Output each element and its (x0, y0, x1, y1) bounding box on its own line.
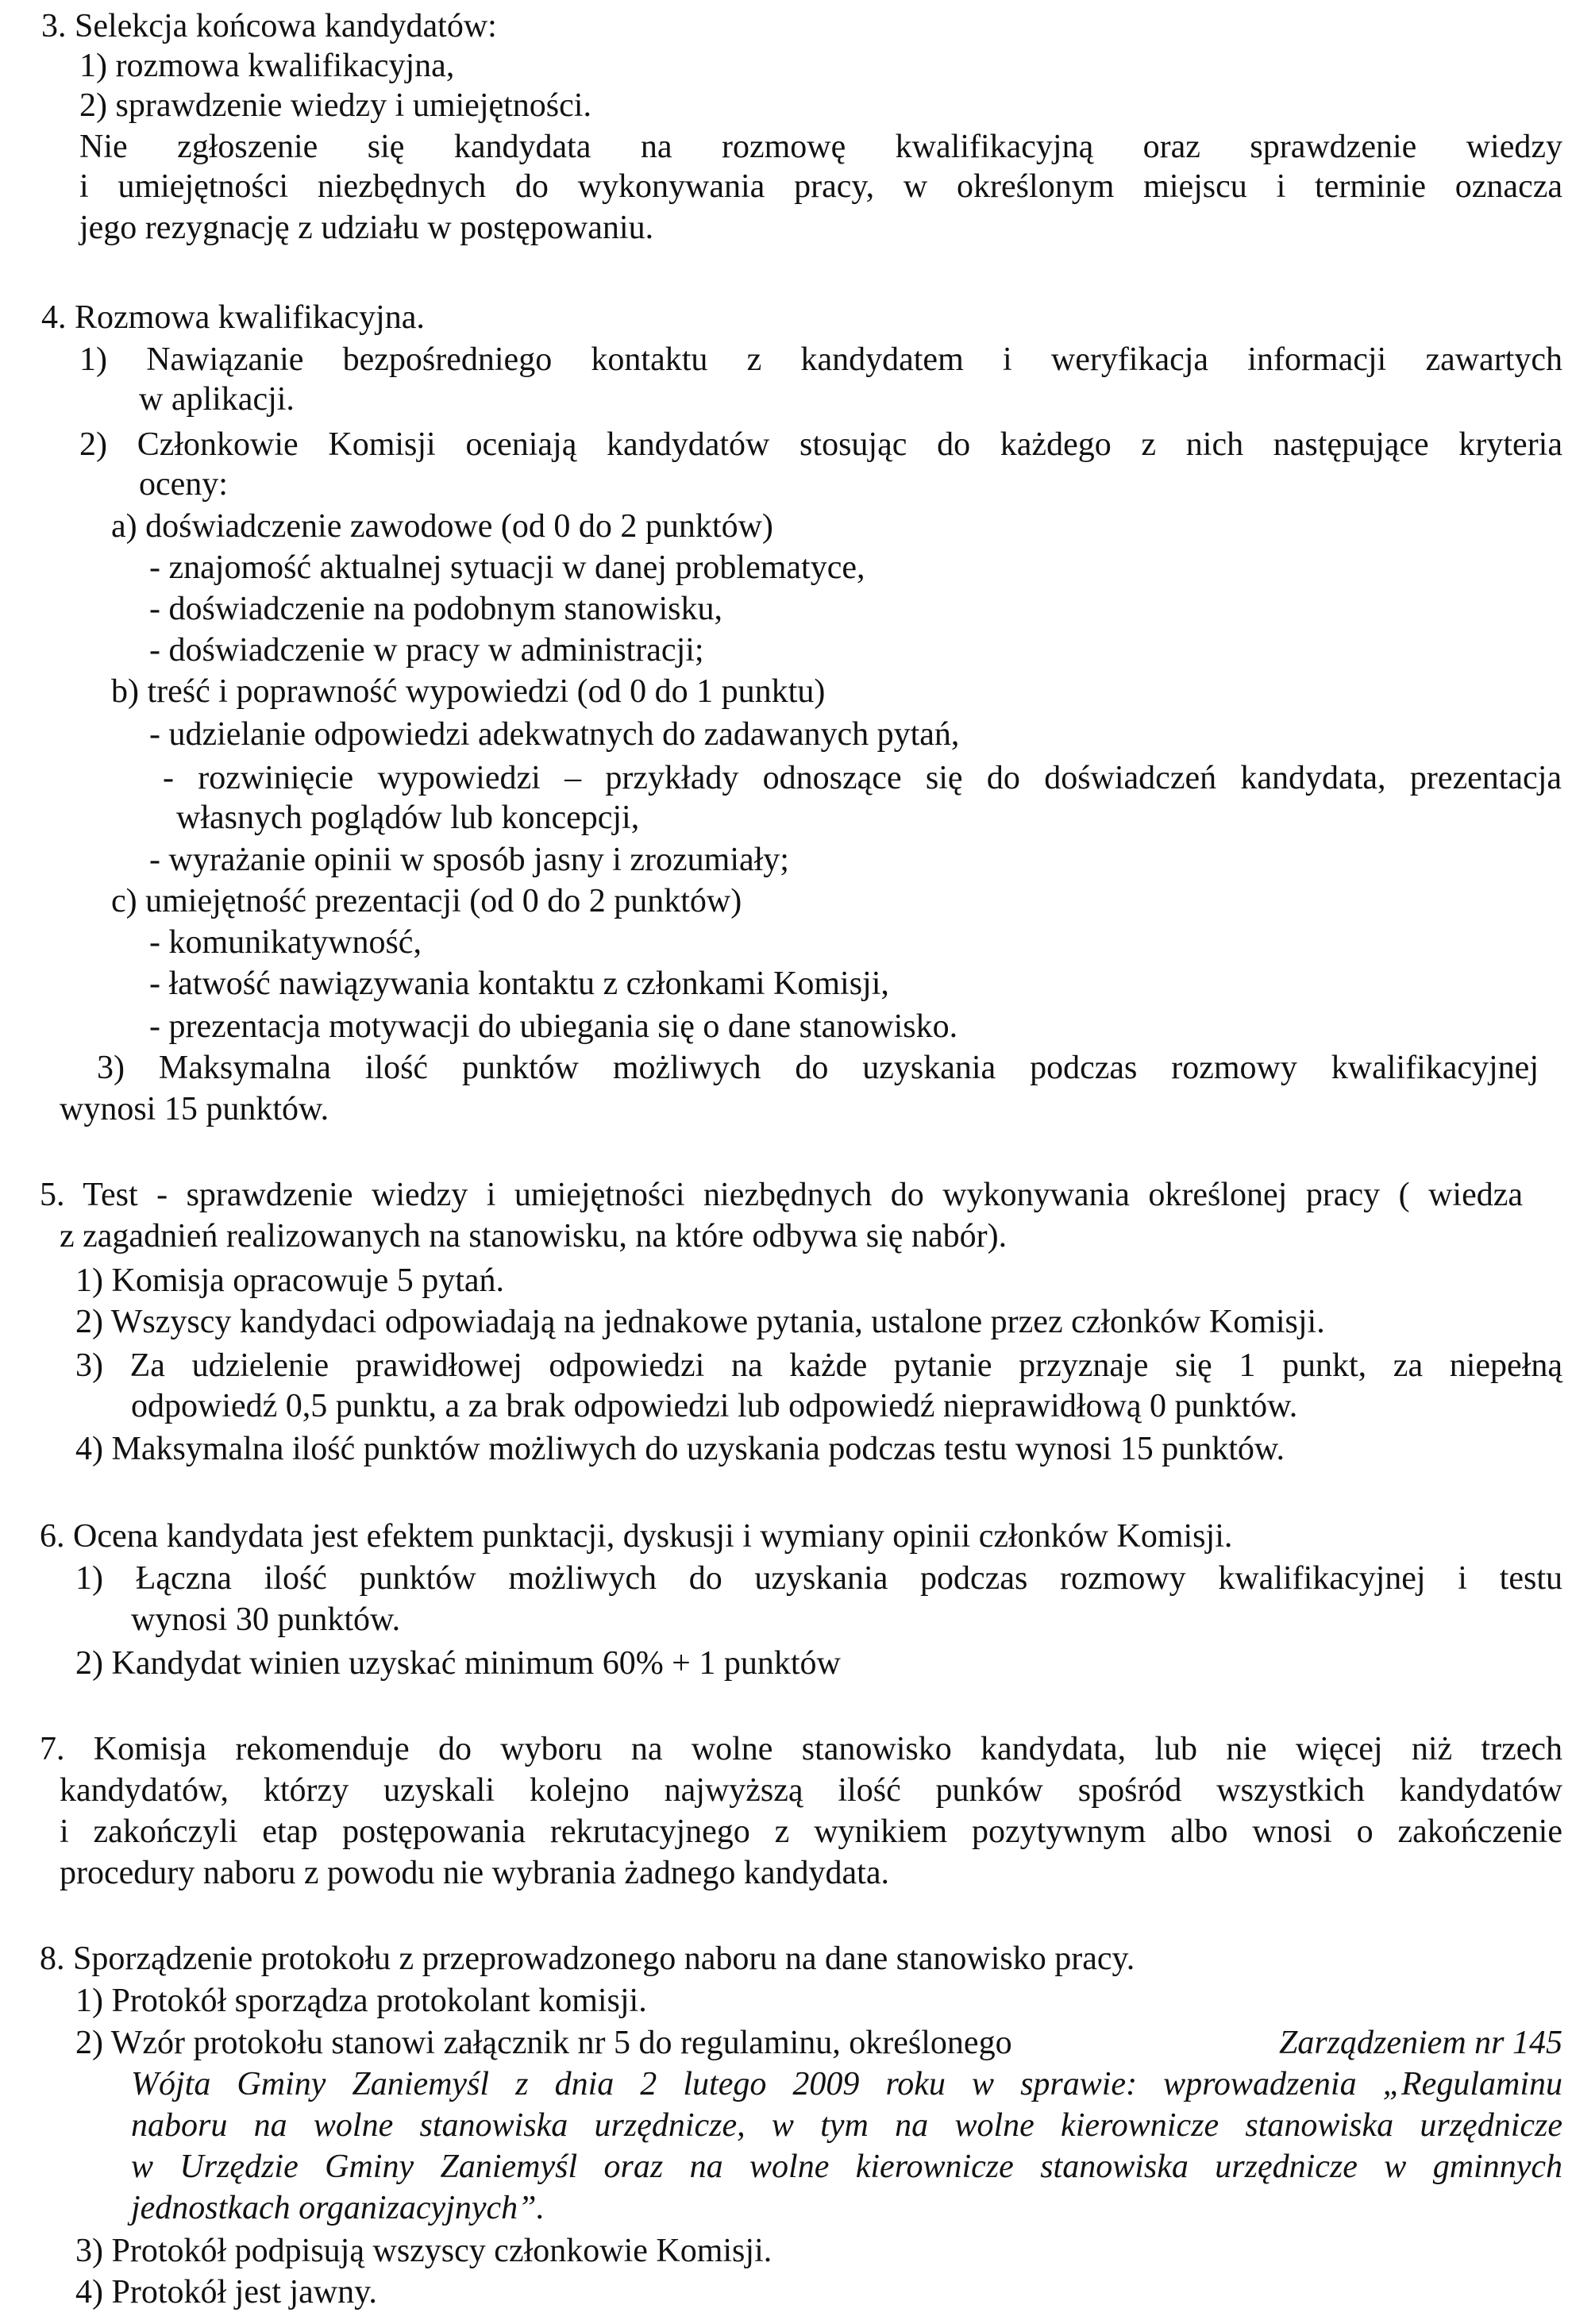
criterion-c-point: - prezentacja motywacji do ubiegania się o dane stanowisko. (149, 1008, 958, 1045)
criterion-a-point: - znajomość aktualnej sytuacji w danej problematyce, (149, 549, 865, 586)
criterion-a-point: - doświadczenie na podobnym stanowisku, (149, 591, 723, 627)
section-8-item-1: 1) Protokół sporządza protokolant komisji. (75, 1983, 647, 2019)
section-5-heading-cont: z zagadnień realizowanych na stanowisku, na które odbywa się nabór). (60, 1218, 1008, 1254)
section-5-item-3: 3) Za udzielenie prawidłowej odpowiedzi na każde pytanie przyznaje się 1 punkt, za niepełną (75, 1347, 1562, 1384)
criterion-c: c) umiejętność prezentacji (od 0 do 2 punktów) (111, 883, 742, 919)
criterion-c-point: - komunikatywność, (149, 924, 422, 961)
section-3-heading: 3. Selekcja końcowa kandydatów: (41, 8, 497, 44)
section-4-item-3: 3) Maksymalna ilość punktów możliwych do uzyskania podczas rozmowy kwalifikacyjnej (97, 1050, 1539, 1086)
section-4-item-1-cont: w aplikacji. (139, 381, 295, 418)
section-8-item-4: 4) Protokół jest jawny. (75, 2274, 377, 2311)
section-6-item-1-cont: wynosi 30 punktów. (131, 1601, 401, 1638)
criterion-c-point: - łatwość nawiązywania kontaktu z członkami Komisji, (149, 965, 889, 1002)
section-4-item-2: 2) Członkowie Komisji oceniają kandydatów stosując do każdego z nich następujące kryteria (79, 426, 1562, 463)
section-8-item-2 (75, 2023, 1562, 2063)
section-5-item-3-cont: odpowiedź 0,5 punktu, a za brak odpowiedzi lub odpowiedź nieprawidłową 0 punktów. (131, 1388, 1298, 1424)
section-6-item-1: 1) Łączna ilość punktów możliwych do uzyskania podczas rozmowy kwalifikacyjnej i testu (75, 1560, 1562, 1597)
regulation-title-line: w Urzędzie Gminy Zaniemyśl oraz na wolne kierownicze stanowiska urzędnicze w gminnych (131, 2149, 1562, 2185)
regulation-title-line: Wójta Gminy Zaniemyśl z dnia 2 lutego 2009 roku w sprawie: wprowadzenia „Regulaminu (131, 2066, 1562, 2102)
section-3-paragraph-line: i umiejętności niezbędnych do wykonywania pracy, w określonym miejscu i terminie oznacza (79, 168, 1562, 205)
section-3-paragraph-line: Nie zgłoszenie się kandydata na rozmowę kwalifikacyjną oraz sprawdzenie wiedzy (79, 129, 1562, 165)
criterion-a: a) doświadczenie zawodowe (od 0 do 2 punktów) (111, 508, 773, 545)
section-8-item-2-text: 2) Wzór protokołu stanowi załącznik nr 5 do regulaminu, określonego (75, 2025, 1012, 2061)
section-7-line: 7. Komisja rekomenduje do wyboru na wolne stanowisko kandydata, lub nie więcej niż trzech (40, 1731, 1562, 1767)
criterion-b-point: - wyrażanie opinii w sposób jasny i zrozumiały; (149, 842, 789, 878)
section-4-item-1: 1) Nawiązanie bezpośredniego kontaktu z kandydatem i weryfikacja informacji zawartych (79, 341, 1562, 378)
section-8-item-2-regulation: Zarządzeniem nr 145 (1278, 2025, 1562, 2061)
criterion-b-point: - udzielanie odpowiedzi adekwatnych do zadawanych pytań, (149, 716, 960, 753)
section-5-item-4: 4) Maksymalna ilość punktów możliwych do uzyskania podczas testu wynosi 15 punktów. (75, 1431, 1285, 1467)
section-7-line: i zakończyli etap postępowania rekrutacyjnego z wynikiem pozytywnym albo wnosi o zakończenie (60, 1813, 1562, 1850)
criterion-b-point: - rozwinięcie wypowiedzi – przykłady odnoszące się do doświadczeń kandydata, prezentacja (163, 760, 1562, 796)
section-4-heading: 4. Rozmowa kwalifikacyjna. (41, 299, 425, 336)
section-3-paragraph-line: jego rezygnację z udziału w postępowaniu. (79, 210, 654, 246)
criterion-b: b) treść i poprawność wypowiedzi (od 0 do 1 punktu) (111, 673, 826, 710)
section-7-line: procedury naboru z powodu nie wybrania żadnego kandydata. (60, 1855, 889, 1891)
section-4-item-3-cont: wynosi 15 punktów. (60, 1091, 329, 1127)
section-6-item-2: 2) Kandydat winien uzyskać minimum 60% + 1 punktów (75, 1645, 841, 1682)
section-7-line: kandydatów, którzy uzyskali kolejno najwyższą ilość punków spośród wszystkich kandydatów (60, 1772, 1562, 1809)
regulation-title-line: naboru na wolne stanowiska urzędnicze, w tym na wolne kierownicze stanowiska urzędnicze (131, 2107, 1562, 2144)
section-3-item-1: 1) rozmowa kwalifikacyjna, (79, 48, 455, 84)
criterion-a-point: - doświadczenie w pracy w administracji; (149, 632, 704, 669)
section-4-item-2-cont: oceny: (139, 466, 228, 503)
section-5-item-2: 2) Wszyscy kandydaci odpowiadają na jednakowe pytania, ustalone przez członków Komisji. (75, 1304, 1325, 1340)
section-3-item-2: 2) sprawdzenie wiedzy i umiejętności. (79, 87, 591, 124)
regulation-title-line: jednostkach organizacyjnych”. (131, 2190, 545, 2226)
section-5-heading: 5. Test - sprawdzenie wiedzy i umiejętności niezbędnych do wykonywania określonej pracy ( wiedza (40, 1177, 1523, 1213)
section-8-heading: 8. Sporządzenie protokołu z przeprowadzonego naboru na dane stanowisko pracy. (40, 1941, 1135, 1977)
section-5-item-1: 1) Komisja opracowuje 5 pytań. (75, 1262, 505, 1299)
section-8-item-3: 3) Protokół podpisują wszyscy członkowie Komisji. (75, 2233, 773, 2269)
section-6-heading: 6. Ocena kandydata jest efektem punktacji, dyskusji i wymiany opinii członków Komisji. (40, 1518, 1233, 1555)
criterion-b-point-cont: własnych poglądów lub koncepcji, (176, 800, 640, 836)
